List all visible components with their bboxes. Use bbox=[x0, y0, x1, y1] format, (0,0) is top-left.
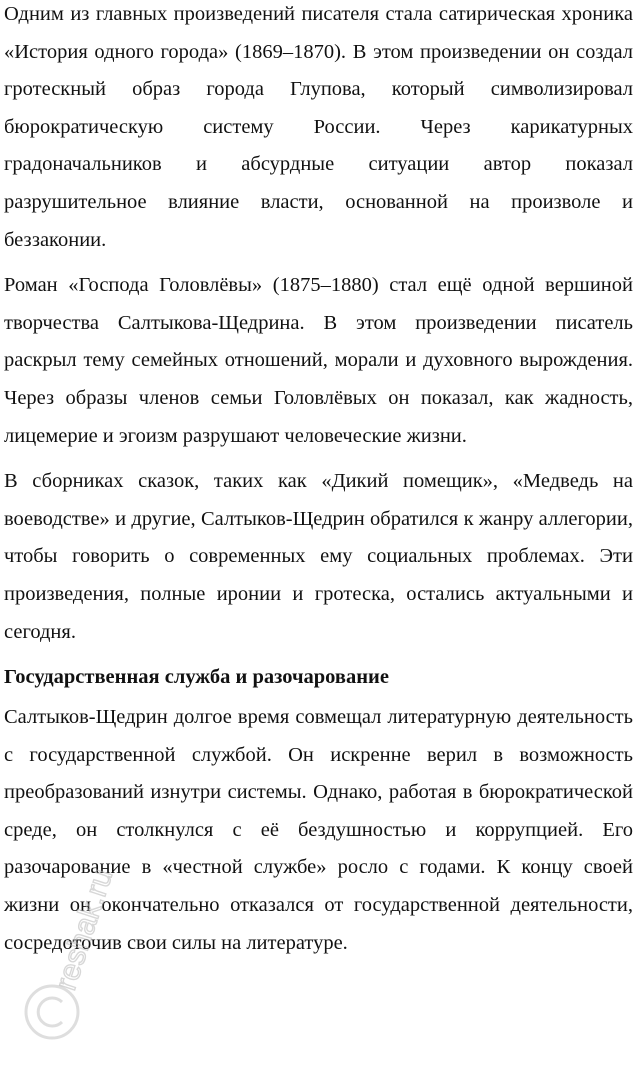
section-heading: Государственная служба и разочарование bbox=[4, 666, 389, 689]
paragraph-istoriya-goroda: Одним из главных произведений писателя стала сатирическая хроника «История одного города» (1869–1870). В этом произведении он создал гротескный образ города Глупова, который символизировал бюрократическую систему России. Через карикатурных градоначальников и абсурдные ситуации автор показал разрушительное влияние власти, основанной на произволе и беззаконии. bbox=[4, 3, 633, 251]
paragraph-gospoda-golovlevy: Роман «Господа Головлёвы» (1875–1880) стал ещё одной вершиной творчества Салтыкова-Щедрина. В этом произведении писатель раскрыл тему семейных отношений, морали и духовного вырождения. Через образы членов семьи Головлёвых он показал, как жадность, лицемерие и эгоизм разрушают человеческие жизни. bbox=[4, 274, 633, 447]
paragraph-skazki: В сборниках сказок, таких как «Дикий помещик», «Медведь на воеводстве» и другие, Салтыков-Щедрин обратился к жанру аллегории, чтобы говорить о современных ему социальных проблемах. Эти произведения, полные иронии и гротеска, остались актуальными и сегодня. bbox=[4, 470, 633, 643]
watermark-text: reshak.ru bbox=[49, 865, 120, 995]
paragraph-gosudarstvennaya-sluzhba: Салтыков-Щедрин долгое время совмещал литературную деятельность с государственной службой. Он искренне верил в возможность преобразований изнутри системы. Однако, работая в бюрократической среде, он столкнулся с её бездушностью и коррупцией. Его разочарование в «честной службе» росло с годами. К концу своей жизни он окончательно отказался от государственной деятельности, сосредоточив свои силы на литературе. bbox=[4, 706, 633, 954]
